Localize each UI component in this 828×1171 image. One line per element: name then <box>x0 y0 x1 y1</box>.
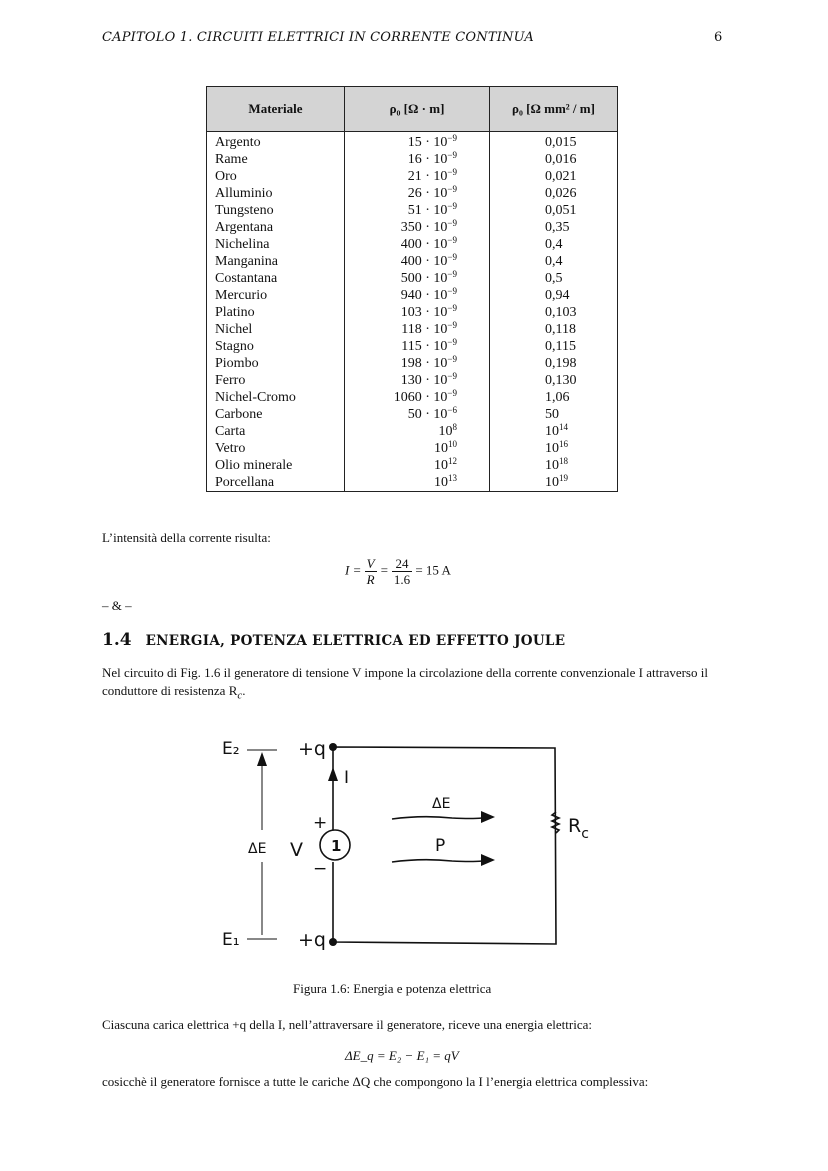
resistivity-ohm-mm2: 0,4 <box>490 236 618 253</box>
resistivity-ohm-mm2: 0,4 <box>490 253 618 270</box>
material-name: Argento <box>207 132 345 152</box>
arrow-right-icon <box>481 854 495 866</box>
label-current: I <box>344 768 350 788</box>
denominator: 1.6 <box>393 572 411 587</box>
resistivity-ohm-m: $21 \cdot 10^{-9}$ <box>345 168 490 185</box>
arrow-up-icon <box>257 752 267 766</box>
equation-current: I = $\frac{V}{R}$ = $\frac{24}{1.6}$ = 15 A <box>345 556 451 587</box>
energy-flow-line <box>392 817 482 819</box>
col-header-rho-ohm-mm2: ρ₀ [Ω mm² / m] <box>490 87 618 132</box>
material-name: Carbone <box>207 406 345 423</box>
resistivity-ohm-m: $118 \cdot 10^{-9}$ <box>345 321 490 338</box>
resistivity-ohm-m: $198 \cdot 10^{-9}$ <box>345 355 490 372</box>
material-name: Nichelina <box>207 236 345 253</box>
power-flow-line <box>392 860 482 862</box>
resistivity-ohm-mm2: 0,026 <box>490 185 618 202</box>
resistivity-ohm-mm2: $10^{14}$ <box>490 423 618 440</box>
label-plus: + <box>313 813 328 833</box>
resistivity-ohm-mm2: 0,103 <box>490 304 618 321</box>
resistivity-ohm-m: $350 \cdot 10^{-9}$ <box>345 219 490 236</box>
material-name: Oro <box>207 168 345 185</box>
current-arrow-icon <box>328 767 338 781</box>
eq-lhs: I = <box>345 562 362 578</box>
material-name: Ferro <box>207 372 345 389</box>
material-name: Mercurio <box>207 287 345 304</box>
material-name: Olio minerale <box>207 457 345 474</box>
label-e2: E₂ <box>222 739 240 759</box>
resistivity-ohm-mm2: $10^{19}$ <box>490 474 618 492</box>
material-name: Piombo <box>207 355 345 372</box>
resistivity-ohm-m: $10^{12}$ <box>345 457 490 474</box>
paragraph-1: Nel circuito di Fig. 1.6 il generatore di tensione V impone la circolazione della corrente convenzionale I attraverso il conduttore di resistenza $R_c$. <box>102 665 708 702</box>
paragraph-2: Ciascuna carica elettrica +q della I, nell’attraversare il generatore, riceve una energia elettrica: <box>102 1017 592 1032</box>
separator: – & – <box>102 598 132 613</box>
resistivity-ohm-mm2: 0,118 <box>490 321 618 338</box>
resistivity-ohm-m: $10^{13}$ <box>345 474 490 492</box>
material-name: Manganina <box>207 253 345 270</box>
resistivity-ohm-m: $400 \cdot 10^{-9}$ <box>345 253 490 270</box>
resistivity-ohm-m: $103 \cdot 10^{-9}$ <box>345 304 490 321</box>
label-power: P <box>435 836 446 856</box>
resistivity-ohm-mm2: 0,015 <box>490 132 618 152</box>
resistivity-ohm-m: $500 \cdot 10^{-9}$ <box>345 270 490 287</box>
intro-text: L’intensità della corrente risulta: <box>102 530 271 545</box>
node-top <box>329 743 337 751</box>
section-number: 1.4 <box>102 630 132 650</box>
material-name: Argentana <box>207 219 345 236</box>
resistivity-ohm-mm2: 0,021 <box>490 168 618 185</box>
resistivity-ohm-m: $10^8$ <box>345 423 490 440</box>
paragraph-1-text: Nel circuito di Fig. 1.6 il generatore di tensione V impone la circolazione della corrente convenzionale I attraverso il conduttore di resistenza R <box>102 665 708 698</box>
resistivity-ohm-mm2: $10^{18}$ <box>490 457 618 474</box>
subscript: c <box>237 689 243 702</box>
label-energy: ΔE <box>432 796 451 812</box>
label-e1: E₁ <box>222 930 240 950</box>
material-name: Costantana <box>207 270 345 287</box>
material-name: Carta <box>207 423 345 440</box>
resistivity-ohm-m: $115 \cdot 10^{-9}$ <box>345 338 490 355</box>
resistivity-ohm-m: $15 \cdot 10^{-9}$ <box>345 132 490 152</box>
material-name: Stagno <box>207 338 345 355</box>
material-name: Porcellana <box>207 474 345 492</box>
resistivity-ohm-mm2: 1,06 <box>490 389 618 406</box>
label-delta-e: ΔE <box>248 841 267 857</box>
resistivity-ohm-m: $940 \cdot 10^{-9}$ <box>345 287 490 304</box>
source-label: 1 <box>331 837 342 855</box>
resistivity-ohm-m: $1060 \cdot 10^{-9}$ <box>345 389 490 406</box>
material-name: Nichel-Cromo <box>207 389 345 406</box>
resistivity-ohm-mm2: 50 <box>490 406 618 423</box>
label-voltage: V <box>290 839 303 861</box>
label-minus: − <box>313 859 328 879</box>
material-name: Rame <box>207 151 345 168</box>
resistivity-ohm-mm2: 0,130 <box>490 372 618 389</box>
resistivity-ohm-m: $10^{10}$ <box>345 440 490 457</box>
resistivity-ohm-mm2: 0,35 <box>490 219 618 236</box>
resistivity-ohm-mm2: 0,94 <box>490 287 618 304</box>
numerator: V <box>366 556 375 571</box>
page-number: 6 <box>714 30 723 45</box>
resistivity-ohm-m: $130 \cdot 10^{-9}$ <box>345 372 490 389</box>
material-name: Vetro <box>207 440 345 457</box>
col-header-material: Materiale <box>207 87 345 132</box>
resistivity-ohm-m: $26 \cdot 10^{-9}$ <box>345 185 490 202</box>
label-q-bottom: +q <box>298 929 326 951</box>
resistivity-ohm-m: $50 \cdot 10^{-6}$ <box>345 406 490 423</box>
equation-energy: ΔE_q = E₂ − E₁ = qV <box>345 1048 459 1063</box>
resistivity-ohm-m: $16 \cdot 10^{-9}$ <box>345 151 490 168</box>
label-q-top: +q <box>298 738 326 760</box>
resistivity-ohm-m: $51 \cdot 10^{-9}$ <box>345 202 490 219</box>
resistivity-ohm-mm2: 0,115 <box>490 338 618 355</box>
resistivity-ohm-mm2: 0,198 <box>490 355 618 372</box>
resistivity-ohm-m: $400 \cdot 10^{-9}$ <box>345 236 490 253</box>
label-resistance: $R_c$ <box>568 815 589 842</box>
arrow-right-icon <box>481 811 495 823</box>
material-name: Alluminio <box>207 185 345 202</box>
numerator: 24 <box>392 556 412 572</box>
resistivity-ohm-mm2: 0,5 <box>490 270 618 287</box>
material-name: Tungsteno <box>207 202 345 219</box>
running-header: CAPITOLO 1. CIRCUITI ELETTRICI IN CORRENTE CONTINUA <box>102 30 534 45</box>
paragraph-3: cosicchè il generatore fornisce a tutte le cariche ΔQ che compongono la I l’energia elettrica complessiva: <box>102 1074 649 1089</box>
figure-caption: Figura 1.6: Energia e potenza elettrica <box>293 981 492 996</box>
resistivity-ohm-mm2: 0,051 <box>490 202 618 219</box>
resistivity-ohm-mm2: 0,016 <box>490 151 618 168</box>
section-title: ENERGIA, POTENZA ELETTRICA ED EFFETTO JOULE <box>145 633 566 649</box>
resistivity-ohm-mm2: $10^{16}$ <box>490 440 618 457</box>
denominator: R <box>366 572 375 587</box>
node-bottom <box>329 938 337 946</box>
eq-result: = 15 A <box>415 562 451 578</box>
col-header-rho-ohm-m: ρ₀ [Ω · m] <box>345 87 490 132</box>
material-name: Nichel <box>207 321 345 338</box>
material-name: Platino <box>207 304 345 321</box>
